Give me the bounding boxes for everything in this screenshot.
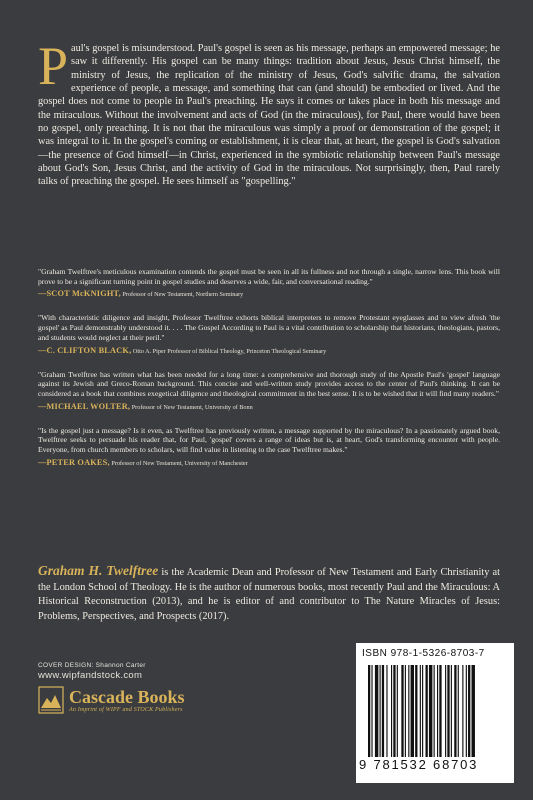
endorsements (38, 267, 500, 482)
barcode-bar (422, 665, 423, 757)
endorser-title: Professor of New Testament, University of Bonn (131, 403, 253, 411)
barcode-bar (458, 665, 459, 757)
endorser-title: Professor of New Testament, Northern Seminary (122, 291, 244, 299)
barcode-bar (462, 665, 463, 757)
publisher-logo-block (38, 686, 185, 714)
isbn-barcode (356, 643, 514, 783)
barcode-bar (411, 665, 414, 757)
endorsement-attribution (38, 458, 500, 468)
barcode-bar (415, 665, 417, 757)
endorser-name: —PETER OAKES, (38, 457, 110, 467)
endorsement-attribution (38, 402, 500, 412)
publisher-url: www.wipfandstock.com (38, 670, 143, 681)
endorsement-text: "With characteristic diligence and insight, Professor Twelftree exhorts biblical interpreters to remove Protestant eyeglasses and to view afresh 'the gospel' as Paul demonstrably understood it. . . . The Gospel According to Paul is a vital contribution to scholarship that historians, theologians, pastors, and students would neglect at their peril." (38, 313, 500, 342)
endorsement (38, 313, 500, 355)
barcode-number: 9 781532 68703 (359, 757, 479, 772)
barcode-bar (472, 665, 475, 757)
barcode-bar (393, 665, 395, 757)
author-bio (38, 564, 500, 624)
barcode-bar (382, 665, 384, 757)
publisher-name: Cascade Books (69, 686, 185, 707)
drop-cap: P (38, 36, 69, 96)
barcode-bar (405, 665, 406, 757)
endorsement-text: "Is the gospel just a message? Is it even, as Twelftree has previously written, a message supported by the miraculous? In a passionately argued book, Twelftree seeks to persuade his reader that, for Paul, 'gospel' covers a range of ideas but is, at heart, God's transforming encounter with people. Everyone, from church members to scholars, will find value in listening to the case Twelftree makes." (38, 425, 500, 455)
endorsement-text: "Graham Twelftree's meticulous examination contends the gospel must be seen in all its fullness and not through a single, narrow lens. This book will prove to be a significant turning point in gospel studies and deserves a wide, fair, and conversational reading." (38, 267, 500, 286)
endorser-name: —C. CLIFTON BLACK, (38, 345, 132, 355)
barcode-bar (380, 665, 381, 757)
intro-paragraph (38, 36, 500, 189)
barcode-bar (468, 665, 470, 757)
barcode-bar (434, 665, 435, 757)
endorsement-text: "Graham Twelftree has written what has been needed for a long time: a comprehensive and thorough study of the Apostle Paul's 'gospel' language against its Jewish and Greco-Roman background. This concise and well-written study provides access to the center of Paul's thinking. It can be considered as a book that combines exegetical diligence and theological commitment in the best sense. It is to be wished that it will find many readers." (38, 369, 500, 398)
barcode-bar (429, 665, 432, 757)
endorser-title: Otto A. Piper Professor of Biblical Theology, Princeton Theological Seminary (132, 347, 327, 355)
credits (38, 662, 146, 681)
barcode-bar (466, 665, 467, 757)
bio-text: is the Academic Dean and Professor of New Testament and Early Christianity at the London School of Theology. He is the author of numerous books, most recently Paul and the Miraculous: A Historical Reconstruction (2013), and he is editor of and contributor to The Nature Miracles of Jesus: Problems, Perspectives, and Prospects (2017). (38, 567, 500, 622)
publisher-tagline: An Imprint of WIPF and STOCK Publishers (69, 706, 183, 713)
barcode-bar (408, 665, 409, 757)
barcode-bar (447, 665, 449, 757)
endorsement-attribution (38, 346, 500, 356)
barcode-bar (368, 665, 370, 757)
barcode-bar (386, 665, 387, 757)
endorser-title: Professor of New Testament, University of Manchester (111, 459, 248, 467)
author-name: Graham H. Twelftree (38, 563, 159, 578)
isbn-label: ISBN 978-1-5326-8703-7 (362, 648, 485, 659)
intro-text: aul's gospel is misunderstood. Paul's gospel is seen as his message, perhaps an empowered message; he saw it differently. His gospel can be many things: tradition about Jesus, Jesus Christ himself, the ministry of Jesus, the replication of the ministry of Jesus, God's salvific drama, the salvation experience of people, a message, and something that can (and should) be embodied or lived. And the gospel does not come to people in Paul's preaching. He says it comes or takes place in both his message and the miraculous. Without the involvement and acts of God (in the miraculous), for Paul, there would have been no gospel, only preaching. It is not that the miraculous was simply a proof or demonstration of the gospel; it was integral to it. In the gospel's coming or establishment, it is clear that, at heart, the gospel is God's salvation—the presence of God himself—in Christ, experienced in the symbiotic relationship between Paul's message about God's Son, Jesus Christ, and the activity of God in the miraculous. Not surprisingly, then, Paul rarely talks of preaching the gospel. He sees himself as "gospelling." (38, 43, 500, 188)
barcode-bar (439, 665, 441, 757)
barcode-bar (426, 665, 428, 757)
cover-design-credit: COVER DESIGN: Shannon Carter (38, 662, 146, 669)
barcode-bar (397, 665, 398, 757)
endorsement (38, 370, 500, 412)
barcode-bar (420, 665, 421, 757)
barcode-bar (437, 665, 438, 757)
endorser-name: —SCOT McKNIGHT, (38, 289, 121, 299)
endorsement (38, 267, 500, 299)
barcode-bar (375, 665, 378, 757)
barcode-bar (371, 665, 372, 757)
publisher-text (69, 688, 185, 713)
endorser-name: —MICHAEL WOLTER, (38, 401, 131, 411)
barcode-bar (454, 665, 456, 757)
endorsement-attribution (38, 289, 500, 299)
endorsement (38, 426, 500, 468)
barcode-bar (391, 665, 392, 757)
barcode-bars (368, 665, 508, 757)
barcode-bar (445, 665, 446, 757)
barcode-bar (401, 665, 403, 757)
barcode-bar (451, 665, 452, 757)
publisher-logo-icon (38, 686, 64, 714)
